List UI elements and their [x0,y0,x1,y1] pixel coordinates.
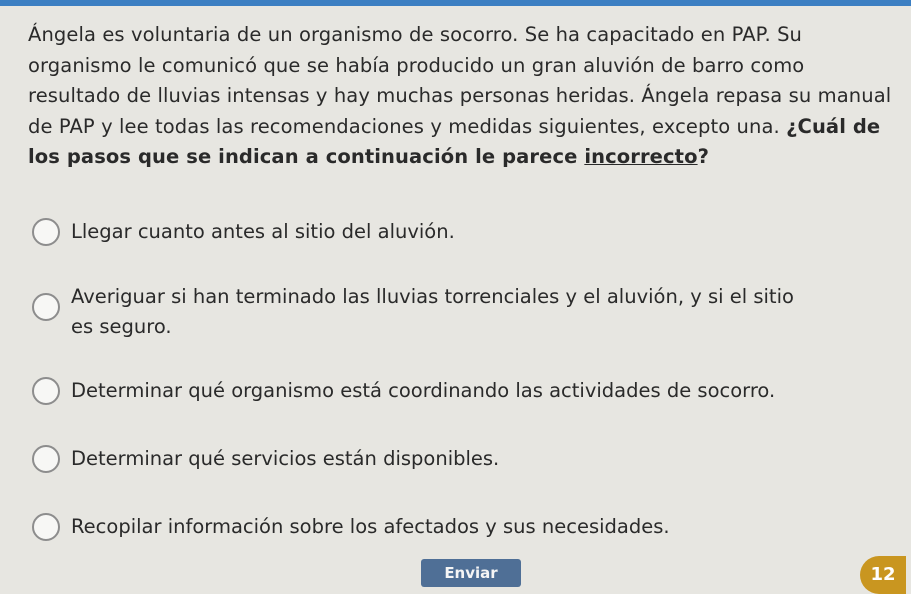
answer-option-5[interactable] [32,512,882,542]
question-prompt-start: ¿Cuál de los pasos que se indican a continuación le parece [28,114,881,168]
page-number-badge: 12 [860,556,906,594]
question-prompt-end: ? [697,145,710,168]
radio-button[interactable] [32,218,60,246]
answer-option-4[interactable] [32,444,882,474]
radio-button[interactable] [32,445,60,473]
answer-option-label: Averiguar si han terminado las lluvias torrenciales y el aluvión, y si el sitio es seguro. [71,285,794,338]
answer-option-label: Recopilar información sobre los afectados y sus necesidades. [71,515,670,538]
top-accent-bar [0,0,911,6]
answer-option-2[interactable] [32,282,822,342]
radio-button[interactable] [32,293,60,321]
answer-option-1[interactable] [32,217,882,247]
radio-button[interactable] [32,513,60,541]
question-body: Ángela es voluntaria de un organismo de socorro. Se ha capacitado en PAP. Su organismo le comunicó que se había producido un gran aluvión de barro como resultado de lluvias intensas y hay muchas personas heridas. Ángela repasa su manual de PAP y lee todas las recomendaciones y medidas siguientes, excepto una. [28,23,892,138]
answer-option-label: Llegar cuanto antes al sitio del aluvión. [71,220,455,243]
answer-option-label: Determinar qué servicios están disponibles. [71,447,500,470]
submit-button[interactable]: Enviar [421,559,521,587]
question-text [28,20,900,173]
answer-option-3[interactable] [32,376,882,406]
radio-button[interactable] [32,377,60,405]
answer-option-label: Determinar qué organismo está coordinando las actividades de socorro. [71,379,776,402]
question-keyword: incorrecto [584,145,698,168]
